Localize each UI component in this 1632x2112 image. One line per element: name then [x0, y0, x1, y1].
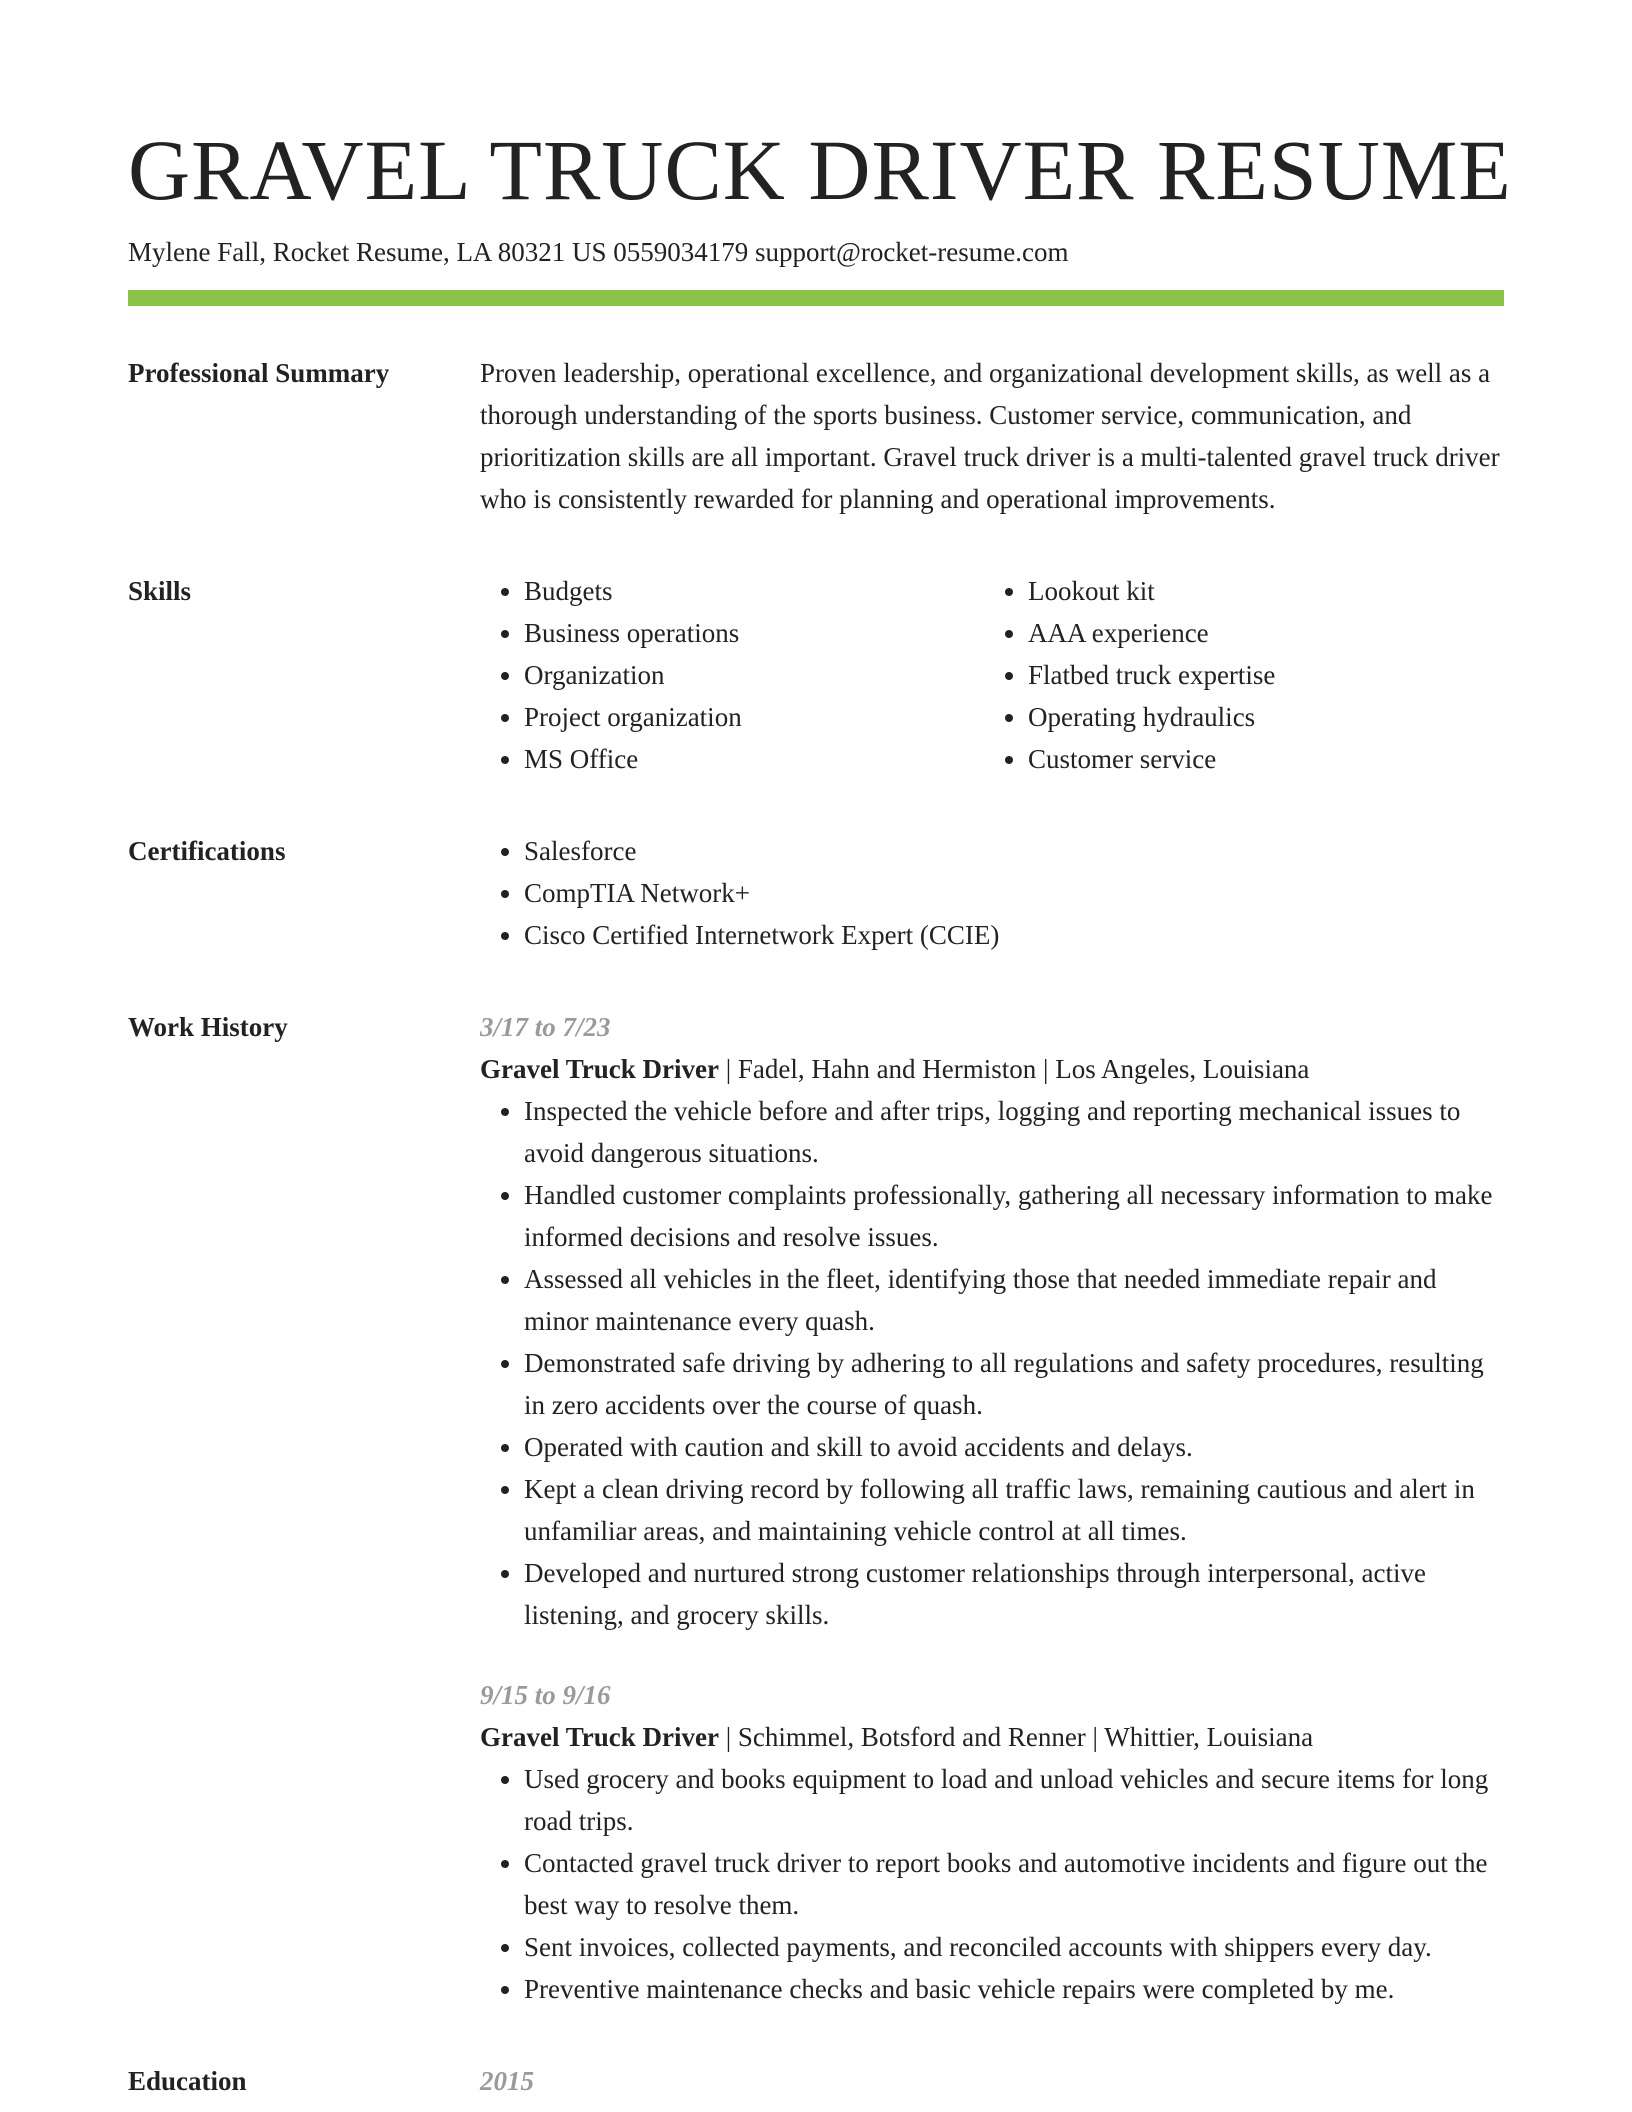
- job-company-location: | Schimmel, Botsford and Renner | Whittier, Louisiana: [718, 1722, 1314, 1752]
- job-duty: • Demonstrated safe driving by adhering to all regulations and safety procedures, resulting in zero accidents over the course of quash.: [524, 1342, 1504, 1426]
- job-heading: [480, 1716, 1504, 1758]
- skill-item: • Project organization: [524, 696, 984, 738]
- resume-title: GRAVEL TRUCK DRIVER RESUME: [128, 122, 1512, 218]
- summary-text: Proven leadership, operational excellence, and organizational development skills, as well as a thorough understanding of the sports business. Customer service, communication, and prioritization skills are all important. Gravel truck driver is a multi-talented gravel truck driver who is consistently rewarded for planning and operational improvements.: [480, 358, 1500, 514]
- certifications-list: [480, 830, 1504, 956]
- skill-item: • Customer service: [1028, 738, 1504, 780]
- section-label-summary: Professional Summary: [128, 358, 390, 388]
- job-entry: [480, 1674, 1504, 2010]
- accent-divider: [128, 290, 1504, 306]
- job-duty: • Developed and nurtured strong customer relationships through interpersonal, active listening, and grocery skills.: [524, 1552, 1504, 1636]
- skill-item: • AAA experience: [1028, 612, 1504, 654]
- skill-item: • Budgets: [524, 570, 984, 612]
- skills-list-right: [984, 570, 1504, 780]
- certifications-section: [128, 830, 1504, 956]
- job-entry: [480, 1006, 1504, 1636]
- job-date: 9/15 to 9/16: [480, 1680, 611, 1710]
- job-duty: • Preventive maintenance checks and basic vehicle repairs were completed by me.: [524, 1968, 1504, 2010]
- skill-item: • Business operations: [524, 612, 984, 654]
- skill-item: • Flatbed truck expertise: [1028, 654, 1504, 696]
- skills-section: [128, 570, 1504, 780]
- job-duty: • Contacted gravel truck driver to report books and automotive incidents and figure out the best way to resolve them.: [524, 1842, 1504, 1926]
- skill-item: • MS Office: [524, 738, 984, 780]
- skill-item: • Operating hydraulics: [1028, 696, 1504, 738]
- job-duty: • Kept a clean driving record by following all traffic laws, remaining cautious and alert in unfamiliar areas, and maintaining vehicle control at all times.: [524, 1468, 1504, 1552]
- skills-list-left: [480, 570, 984, 780]
- job-duty: • Handled customer complaints professionally, gathering all necessary information to make informed decisions and resolve issues.: [524, 1174, 1504, 1258]
- skill-item: • Lookout kit: [1028, 570, 1504, 612]
- certification-item: • Cisco Certified Internetwork Expert (CCIE): [524, 914, 1504, 956]
- section-label-education: Education: [128, 2066, 247, 2096]
- job-duties-list: [480, 1758, 1504, 2010]
- section-label-work-history: Work History: [128, 1012, 288, 1042]
- education-section: [128, 2060, 1504, 2102]
- job-duty: • Sent invoices, collected payments, and reconciled accounts with shippers every day.: [524, 1926, 1504, 1968]
- work-history-section: [128, 1006, 1504, 2010]
- job-title: Gravel Truck Driver: [480, 1722, 719, 1752]
- job-title: Gravel Truck Driver: [480, 1054, 719, 1084]
- summary-section: [128, 352, 1504, 520]
- education-date: 2015: [480, 2066, 534, 2096]
- job-date: 3/17 to 7/23: [480, 1012, 611, 1042]
- certification-item: • CompTIA Network+: [524, 872, 1504, 914]
- certification-item: • Salesforce: [524, 830, 1504, 872]
- job-duty: • Assessed all vehicles in the fleet, identifying those that needed immediate repair and minor maintenance every quash.: [524, 1258, 1504, 1342]
- job-company-location: | Fadel, Hahn and Hermiston | Los Angeles, Louisiana: [718, 1054, 1310, 1084]
- section-label-skills: Skills: [128, 576, 192, 606]
- section-label-certifications: Certifications: [128, 836, 286, 866]
- job-duties-list: [480, 1090, 1504, 1636]
- contact-line: Mylene Fall, Rocket Resume, LA 80321 US 0559034179 support@rocket-resume.com: [128, 237, 1069, 267]
- job-duty: • Inspected the vehicle before and after trips, logging and reporting mechanical issues to avoid dangerous situations.: [524, 1090, 1504, 1174]
- job-duty: • Used grocery and books equipment to load and unload vehicles and secure items for long road trips.: [524, 1758, 1504, 1842]
- job-heading: [480, 1048, 1504, 1090]
- job-duty: • Operated with caution and skill to avoid accidents and delays.: [524, 1426, 1504, 1468]
- skill-item: • Organization: [524, 654, 984, 696]
